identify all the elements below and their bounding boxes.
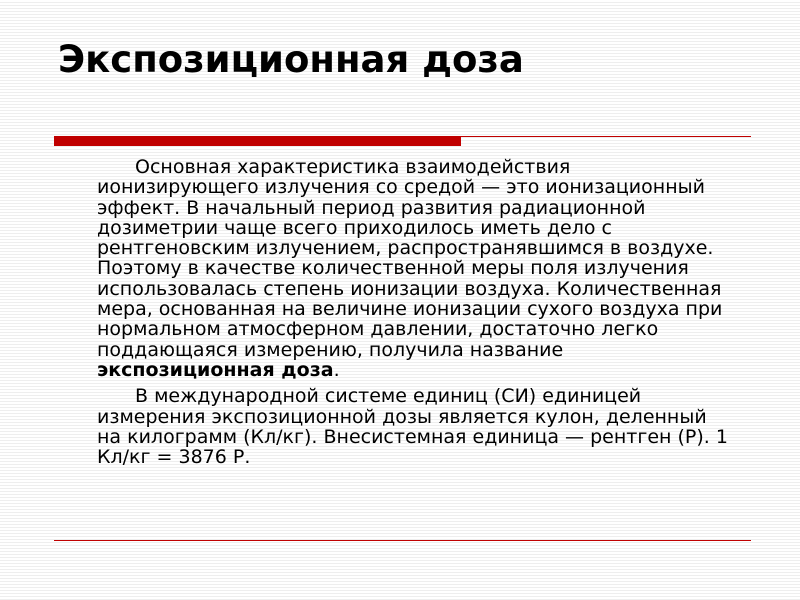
slide-title: Экспозиционная доза [58,38,524,81]
paragraph-definition-text: Основная характеристика взаимодействия ионизирующего излучения со средой — это ионизационный эффект. В начальный период развития радиационной дозиметрии чаще всего приходилось иметь дело с рентгеновским излучением, распространявшимся в воздухе. Поэтому в качестве количественной меры поля излучения использовалась степень ионизации воздуха. Количественная мера, основанная на величине ионизации сухого воздуха при нормальном атмосферном давлении, достаточно легко поддающаяся измерению, получила название [97,156,723,361]
paragraph-definition [97,157,732,380]
title-accent-bar [54,137,461,146]
paragraph-definition-end: . [333,358,340,381]
footer-divider-line [54,540,751,541]
defined-term: экспозиционная доза [97,358,334,381]
slide-body [97,157,732,467]
paragraph-units: В международной системе единиц (СИ) единицей измерения экспозиционной дозы является кулон, деленный на килограмм (Кл/кг). Внесистемная единица — рентген (Р). 1 Кл/кг = 3876 Р. [97,385,728,469]
